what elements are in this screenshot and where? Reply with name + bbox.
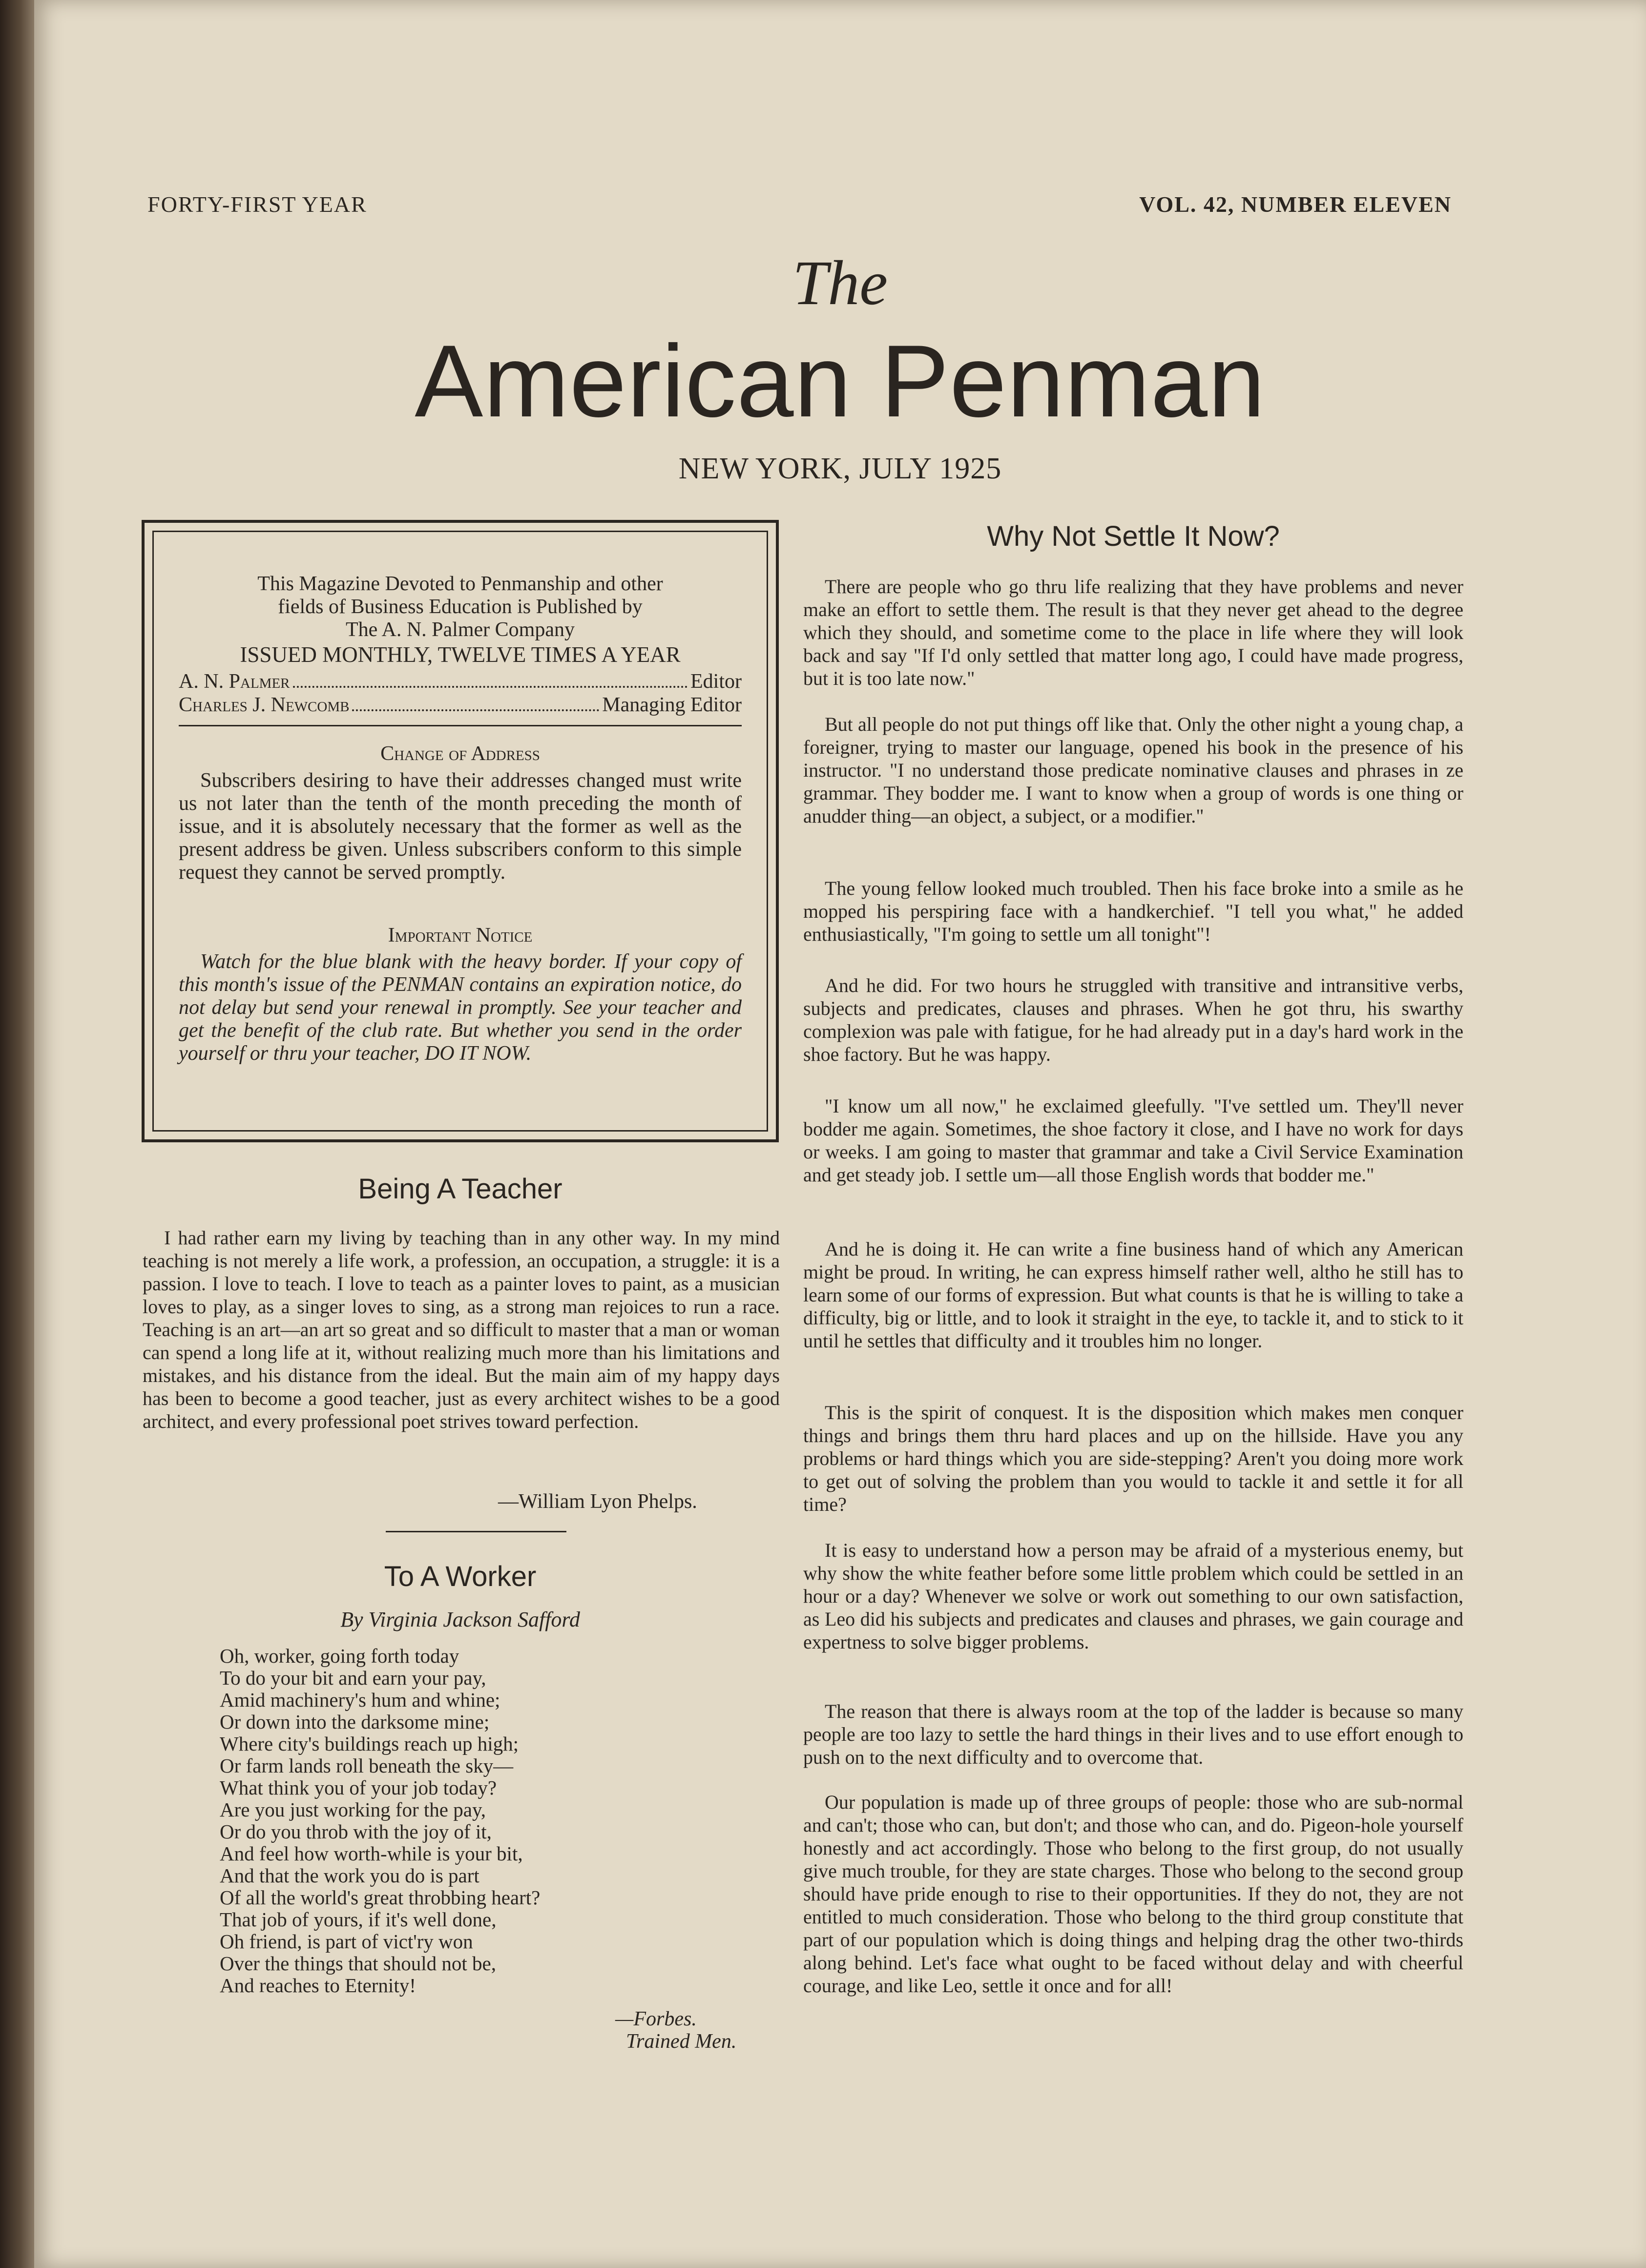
editor-name: A. N. Palmer [179, 670, 290, 693]
issued-line: ISSUED MONTHLY, TWELVE TIMES A YEAR [240, 642, 681, 667]
editor-role: Editor [690, 670, 742, 693]
important-notice-heading: Important Notice [388, 924, 533, 947]
settle-paragraph-5: "I know um all now," he exclaimed gleefully. "I've settled um. They'll never bodder me again. Sometimes, the shoe factory it close, and I have no work for days or weeks. I am going to master that grammar and take a Civil Service Examination and get steady job. I settle um—all those English words that bodder me." [803, 1095, 1463, 1186]
box-divider [179, 725, 742, 726]
intro-line-1: This Magazine Devoted to Penmanship and other [257, 573, 663, 595]
teacher-title: Being A Teacher [358, 1173, 563, 1205]
dateline: NEW YORK, JULY 1925 [678, 452, 1002, 485]
managing-editor-name: Charles J. Newcomb [179, 694, 350, 716]
intro-line-3: The A. N. Palmer Company [346, 619, 575, 641]
magazine-page [34, 0, 1646, 2268]
settle-paragraph-8: It is easy to understand how a person may be afraid of a mysterious enemy, but why show the white feather before some little problem which could be settled in an hour or a day? Whenever we solve or work out something to our own satisfaction, as Leo did his subjects and predicates and clauses and phrases, we gain courage and expertness to solve bigger problems. [803, 1539, 1463, 1653]
page-gutter [0, 0, 34, 2268]
intro-line-2: fields of Business Education is Published by [278, 596, 643, 618]
notice-box [142, 520, 779, 1142]
managing-editor-role: Managing Editor [602, 694, 742, 716]
teacher-attribution: —William Lyon Phelps. [498, 1490, 697, 1513]
managing-editor-row [179, 694, 742, 717]
masthead-the: The [792, 248, 888, 318]
volume-label: VOL. 42, NUMBER ELEVEN [1139, 192, 1452, 217]
poem-source-2: Trained Men. [626, 2030, 737, 2053]
year-label: FORTY-FIRST YEAR [147, 192, 367, 217]
leader-dots [293, 686, 688, 688]
poem-source-1: —Forbes. [615, 2008, 697, 2030]
section-divider [386, 1531, 566, 1532]
worker-byline: By Virginia Jackson Safford [340, 1608, 580, 1631]
teacher-body: I had rather earn my living by teaching than in any other way. In my mind teaching is not merely a life work, a profession, an occupation, a struggle: it is a passion. I love to teach. I love to teach as a painter loves to paint, as a musician loves to play, as a singer loves to sing, as a strong man rejoices to run a race. Teaching is an art—an art so great and so difficult to master that a man or woman can spend a long life at it, without realizing much more than his limitations and mistakes, and his distance from the ideal. But the main aim of my happy days has been to become a good teacher, just as every architect wishes to be a good architect, and every professional poet strives toward perfection. [143, 1227, 780, 1432]
settle-paragraph-10: Our population is made up of three groups of people: those who are sub-normal and can't; those who can, but don't; and those who can, and do. Pigeon-hole yourself honestly and act accordingly. Those who belong to the first group, do not usually give much trouble, for they are state charges. Those who belong to the second group should have pride enough to rise to their opportunities. If they do not, they are not entitled to much consideration. Those who belong to the third group constitute that part of our population which is doing things and helping drag the other two-thirds along behind. Let's face what ought to be faced without delay and with cheerful courage, and like Leo, settle it once and for all! [803, 1791, 1463, 1997]
worker-poem: Oh, worker, going forth today To do your bit and earn your pay, Amid machinery's hum and whine; Or down into the darksome mine; Where city's buildings reach up high; Or farm lands roll beneath the sky— What think you of your job today? Are you just working for the pay, Or do you throb with the joy of it, And feel how worth-while is your bit, And that the work you do is part Of all the world's great throbbing heart? That job of yours, if it's well done, Oh friend, is part of vict'ry won Over the things that should not be, And reaches to Eternity! [220, 1645, 541, 1997]
settle-paragraph-1: There are people who go thru life realizing that they have problems and never make an effort to settle them. The result is that they never get ahead to the degree which they should, and sometime come to the place in life where they will look back and say "If I'd only settled that matter long ago, I could have made progress, but it is too late now." [803, 576, 1463, 689]
change-of-address-heading: Change of Address [380, 742, 540, 765]
leader-dots [352, 709, 599, 711]
settle-paragraph-2: But all people do not put things off like that. Only the other night a young chap, a foreigner, trying to master our language, opened his book in the presence of his instructor. "I no understand those predicate nominative clauses and phrases in ze grammar. They bodder me. I want to know when a group of words is one thing or anudder thing—an object, a subject, or a modifier." [803, 713, 1463, 827]
important-notice-text: Watch for the blue blank with the heavy border. If your copy of this month's issue of the PENMAN contains an expiration notice, do not delay but send your renewal in promptly. See your teacher and get the benefit of the club rate. But whether you send in the order yourself or thru your teacher, DO IT NOW. [179, 950, 742, 1065]
change-of-address-text: Subscribers desiring to have their addresses changed must write us not later than the tenth of the month preceding the month of issue, and it is absolutely necessary that the former as well as the present address be given. Unless subscribers conform to this simple request they cannot be served promptly. [179, 769, 742, 884]
settle-paragraph-6: And he is doing it. He can write a fine business hand of which any American might be proud. In writing, he can express himself rather well, altho he still has to learn some of our forms of expression. But what counts is that he is willing to take a difficulty, big or little, and to look it straight in the eye, to tackle it, and to stick to it until he settles that difficulty and it troubles him no longer. [803, 1238, 1463, 1352]
settle-paragraph-4: And he did. For two hours he struggled with transitive and intransitive verbs, subjects and predicates, clauses and phrases. When he got thru, his swarthy complexion was pale with fatigue, for he had already put in a day's hard work in the shoe factory. But he was happy. [803, 974, 1463, 1065]
settle-paragraph-7: This is the spirit of conquest. It is the disposition which makes men conquer things and brings them thru hard places and up on the hillside. Have you any problems or hard things which you are side-stepping? Aren't you doing more work to get out of solving the problem than you would to tackle it and settle it for all time? [803, 1402, 1463, 1515]
settle-paragraph-3: The young fellow looked much troubled. Then his face broke into a smile as he mopped his perspiring face with a handkerchief. "I tell you what," he added enthusiastically, "I'm going to settle um all tonight"! [803, 877, 1463, 945]
settle-paragraph-9: The reason that there is always room at the top of the ladder is because so many people are too lazy to settle the hard things in their lives and to use effort enough to push on to the next difficulty and to overcome that. [803, 1700, 1463, 1768]
editor-row [179, 670, 742, 693]
worker-title: To A Worker [384, 1561, 537, 1592]
masthead-title: American Penman [415, 324, 1266, 438]
settle-title: Why Not Settle It Now? [987, 520, 1280, 552]
